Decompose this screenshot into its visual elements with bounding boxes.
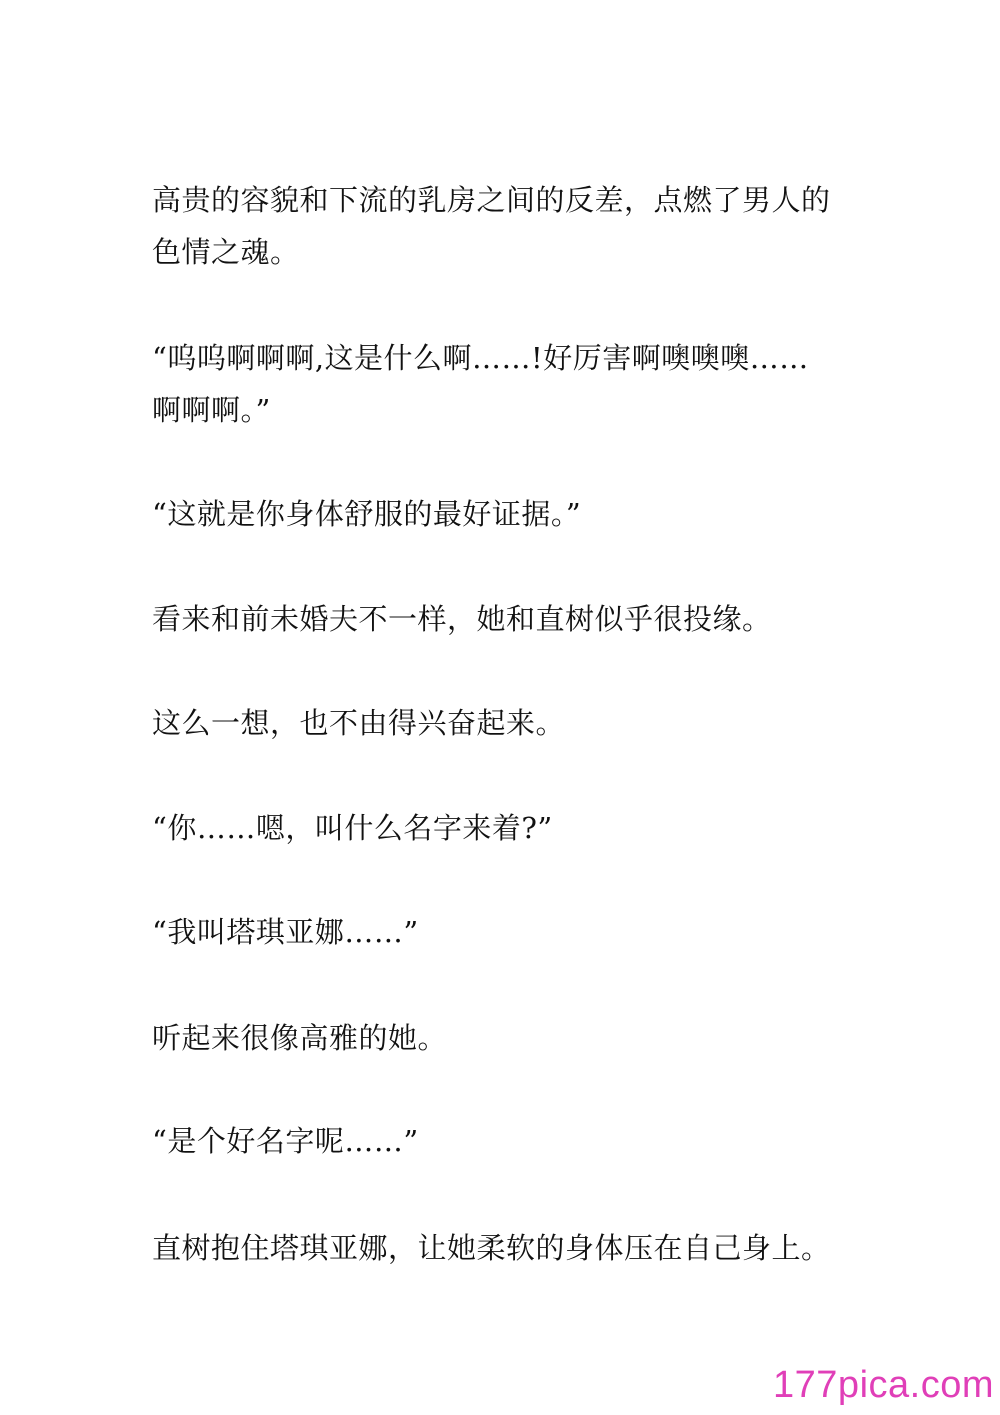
site-watermark: 177pica.com: [773, 1364, 994, 1406]
paragraph-line: “你……嗯，叫什么名字来着?”: [152, 811, 553, 845]
paragraph-5: [152, 697, 852, 749]
paragraph-line: 啊啊啊。”: [152, 393, 271, 427]
paragraph-line: 这么一想，也不由得兴奋起来。: [152, 706, 566, 740]
paragraph-line: 色情之魂。: [152, 235, 300, 269]
paragraph-7: [152, 906, 852, 958]
paragraph-line: “呜呜啊啊啊,这是什么啊……!好厉害啊噢噢噢……: [152, 341, 809, 375]
paragraph-line: 看来和前未婚夫不一样，她和直树似乎很投缘。: [152, 602, 772, 636]
paragraph-6: [152, 802, 852, 854]
paragraph-line: “这就是你身体舒服的最好证据。”: [152, 497, 582, 531]
paragraph-3: [152, 488, 852, 540]
paragraph-9: [152, 1115, 852, 1167]
paragraph-8: [152, 1012, 852, 1064]
paragraph-line: 直树抱住塔琪亚娜，让她柔软的身体压在自己身上。: [152, 1231, 831, 1265]
paragraph-10: [152, 1222, 852, 1274]
paragraph-line: “是个好名字呢……”: [152, 1124, 419, 1158]
paragraph-1: [152, 174, 852, 278]
paragraph-line: 听起来很像高雅的她。: [152, 1021, 448, 1055]
paragraph-4: [152, 593, 852, 645]
paragraph-line: “我叫塔琪亚娜……”: [152, 915, 419, 949]
paragraph-2: [152, 332, 852, 436]
paragraph-line: 高贵的容貌和下流的乳房之间的反差，点燃了男人的: [152, 183, 831, 217]
